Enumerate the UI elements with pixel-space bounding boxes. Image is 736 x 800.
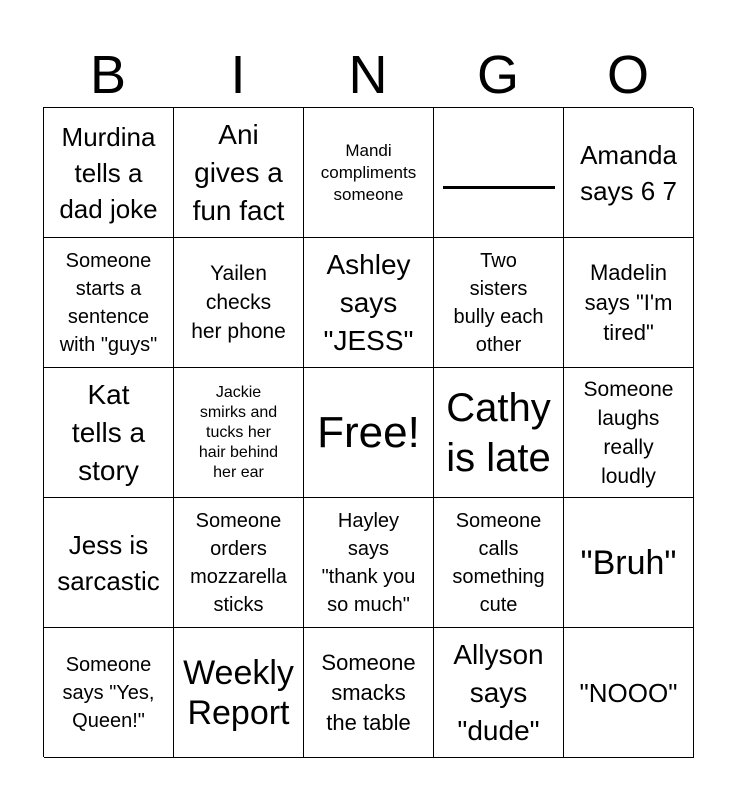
bingo-cell-text: Ashley says "JESS" (323, 248, 414, 356)
bingo-cell-g1-blank[interactable] (434, 108, 564, 238)
bingo-cell-text: Free! (317, 407, 420, 457)
bingo-cell-text: Two sisters bully each other (453, 249, 544, 356)
bingo-cell-b2[interactable] (44, 238, 174, 368)
bingo-cell-i4[interactable] (174, 498, 304, 628)
bingo-cell-text: Hayley says "thank you so much" (321, 509, 416, 616)
bingo-cell-text: Kat tells a story (71, 378, 146, 486)
bingo-cell-n4[interactable] (304, 498, 434, 628)
bingo-cell-i2[interactable] (174, 238, 304, 368)
bingo-cell-b3[interactable] (44, 368, 174, 498)
bingo-cell-b1[interactable] (44, 108, 174, 238)
header-letter-b: B (89, 45, 127, 105)
bingo-cell-o4[interactable] (564, 498, 694, 628)
header-letter-i: I (230, 45, 246, 105)
bingo-cell-text: "NOOO" (579, 677, 678, 708)
header-letter-g: G (476, 45, 519, 105)
bingo-cell-o5[interactable] (564, 628, 694, 758)
bingo-cell-text: Jackie smirks and tucks her hair behind her ear (198, 383, 279, 481)
bingo-cell-text: Someone calls something cute (452, 509, 545, 616)
bingo-cell-text: Someone laughs really loudly (583, 377, 674, 488)
bingo-cell-text: "Bruh" (580, 543, 677, 582)
bingo-cell-n5[interactable] (304, 628, 434, 758)
bingo-cell-o3[interactable] (564, 368, 694, 498)
bingo-cell-i1[interactable] (174, 108, 304, 238)
bingo-cell-g4[interactable] (434, 498, 564, 628)
bingo-cell-text: Murdina tells a dad joke (59, 121, 158, 224)
bingo-cell-g5[interactable] (434, 628, 564, 758)
bingo-cell-i3[interactable] (174, 368, 304, 498)
bingo-cell-text: Weekly Report (183, 653, 294, 732)
bingo-cell-o2[interactable] (564, 238, 694, 368)
bingo-cell-text: Madelin says "I'm tired" (584, 259, 673, 345)
header-letter-o: O (606, 45, 649, 105)
bingo-cell-n2[interactable] (304, 238, 434, 368)
bingo-cell-i5[interactable] (174, 628, 304, 758)
bingo-cell-text: Jess is sarcastic (57, 529, 160, 596)
bingo-board (43, 107, 693, 757)
bingo-cell-n1[interactable] (304, 108, 434, 238)
bingo-header (43, 44, 693, 106)
bingo-cell-text: Amanda says 6 7 (580, 139, 677, 206)
header-letter-n: N (348, 45, 388, 105)
bingo-cell-g3[interactable] (434, 368, 564, 498)
bingo-cell-g2[interactable] (434, 238, 564, 368)
bingo-cell-free[interactable] (304, 368, 434, 498)
bingo-cell-text: Cathy is late (446, 385, 551, 480)
bingo-cell-text: Someone smacks the table (321, 649, 416, 735)
bingo-cell-b4[interactable] (44, 498, 174, 628)
bingo-cell-text: Ani gives a fun fact (192, 118, 285, 226)
bingo-cell-text: Allyson says "dude" (453, 638, 544, 746)
bingo-cell-text: Someone orders mozzarella sticks (190, 509, 287, 616)
bingo-cell-b5[interactable] (44, 628, 174, 758)
bingo-cell-o1[interactable] (564, 108, 694, 238)
bingo-cell-text: Yailen checks her phone (191, 262, 286, 343)
bingo-cell-text: Mandi compliments someone (320, 140, 417, 204)
blank-line (443, 186, 555, 189)
bingo-cell-text: Someone says "Yes, Queen!" (62, 653, 155, 732)
bingo-cell-text: Someone starts a sentence with "guys" (59, 249, 158, 356)
